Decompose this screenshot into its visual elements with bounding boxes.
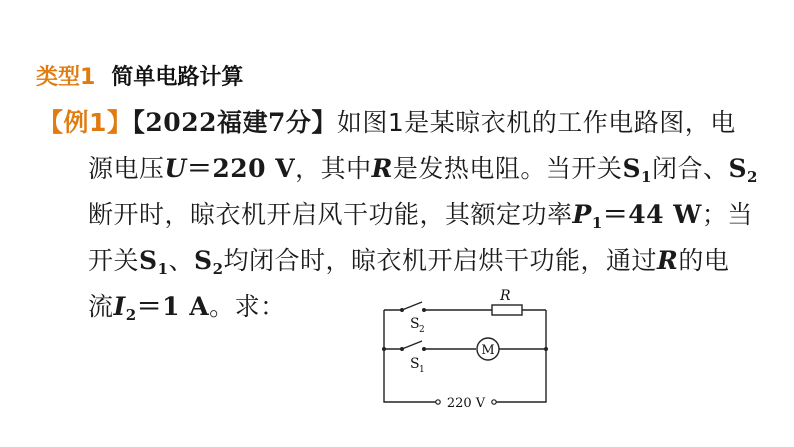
- switch-s2-pivot: [400, 308, 404, 312]
- subscript: 2: [747, 168, 758, 186]
- problem-line-1: [38, 100, 758, 146]
- switch-s1-label: S: [410, 356, 420, 372]
- text: 流: [88, 292, 114, 321]
- text: 、: [168, 246, 195, 275]
- problem-line-4: [38, 238, 758, 284]
- problem-line-2: [38, 146, 758, 192]
- terminal-right: [492, 400, 496, 404]
- switch-s1-blade: [402, 341, 422, 349]
- symbol-S2: S: [194, 246, 213, 275]
- value-voltage: ＝220 V: [186, 154, 296, 183]
- text: 均闭合时，晾衣机开启烘干功能，通过: [223, 246, 658, 275]
- switch-s1-pivot: [400, 347, 404, 351]
- text: 的电: [678, 246, 730, 275]
- switch-s2-blade: [402, 302, 422, 310]
- text: 闭合、: [651, 154, 729, 183]
- symbol-U: U: [164, 154, 187, 183]
- source-label: 220 V: [446, 396, 486, 410]
- symbol-S2: S: [728, 154, 748, 183]
- text: 断开时，晾衣机开启风干功能，其额定功率: [88, 200, 573, 229]
- line-1-text: 如图1是某晾衣机的工作电路图，电: [336, 108, 736, 137]
- symbol-R: R: [657, 246, 679, 275]
- wire-right-bottom: [496, 310, 546, 402]
- subscript: 1: [591, 214, 603, 232]
- type-label: 类型1: [36, 64, 96, 90]
- switch-s2-contact: [422, 308, 426, 312]
- text: ，其中: [295, 154, 372, 183]
- text: 源电压: [88, 154, 165, 183]
- subscript: 2: [212, 260, 224, 278]
- symbol-P1: P: [572, 200, 592, 229]
- switch-s1-subscript: 1: [419, 365, 425, 375]
- text: 开关: [88, 246, 140, 275]
- problem-line-3: [38, 192, 758, 238]
- source-tag: 【2022福建7分】: [132, 108, 337, 137]
- text: 。求：: [209, 292, 286, 321]
- resistor-label: R: [500, 288, 511, 304]
- circuit-diagram: [372, 286, 552, 410]
- section-heading: [36, 58, 243, 92]
- switch-s1-contact: [422, 347, 426, 351]
- subscript: 1: [641, 168, 652, 186]
- symbol-I2: I: [113, 292, 126, 321]
- value-power: ＝44 W: [602, 200, 702, 229]
- value-current: ＝1 A: [136, 292, 210, 321]
- subscript: 1: [157, 260, 169, 278]
- switch-s2-subscript: 2: [419, 325, 425, 335]
- symbol-R: R: [371, 154, 393, 183]
- junction-right: [544, 347, 548, 351]
- section-title: 简单电路计算: [111, 64, 244, 90]
- text: ；当: [701, 200, 753, 229]
- example-tag: 【例1】: [38, 108, 133, 137]
- motor-label: M: [481, 343, 495, 358]
- symbol-S1: S: [622, 154, 641, 183]
- symbol-S1: S: [139, 246, 158, 275]
- switch-s2-label: S: [410, 316, 420, 332]
- text: 是发热电阻。当开关: [392, 154, 623, 183]
- junction-left: [382, 347, 386, 351]
- terminal-left: [436, 400, 440, 404]
- subscript: 2: [125, 306, 137, 324]
- resistor-r: [492, 305, 522, 315]
